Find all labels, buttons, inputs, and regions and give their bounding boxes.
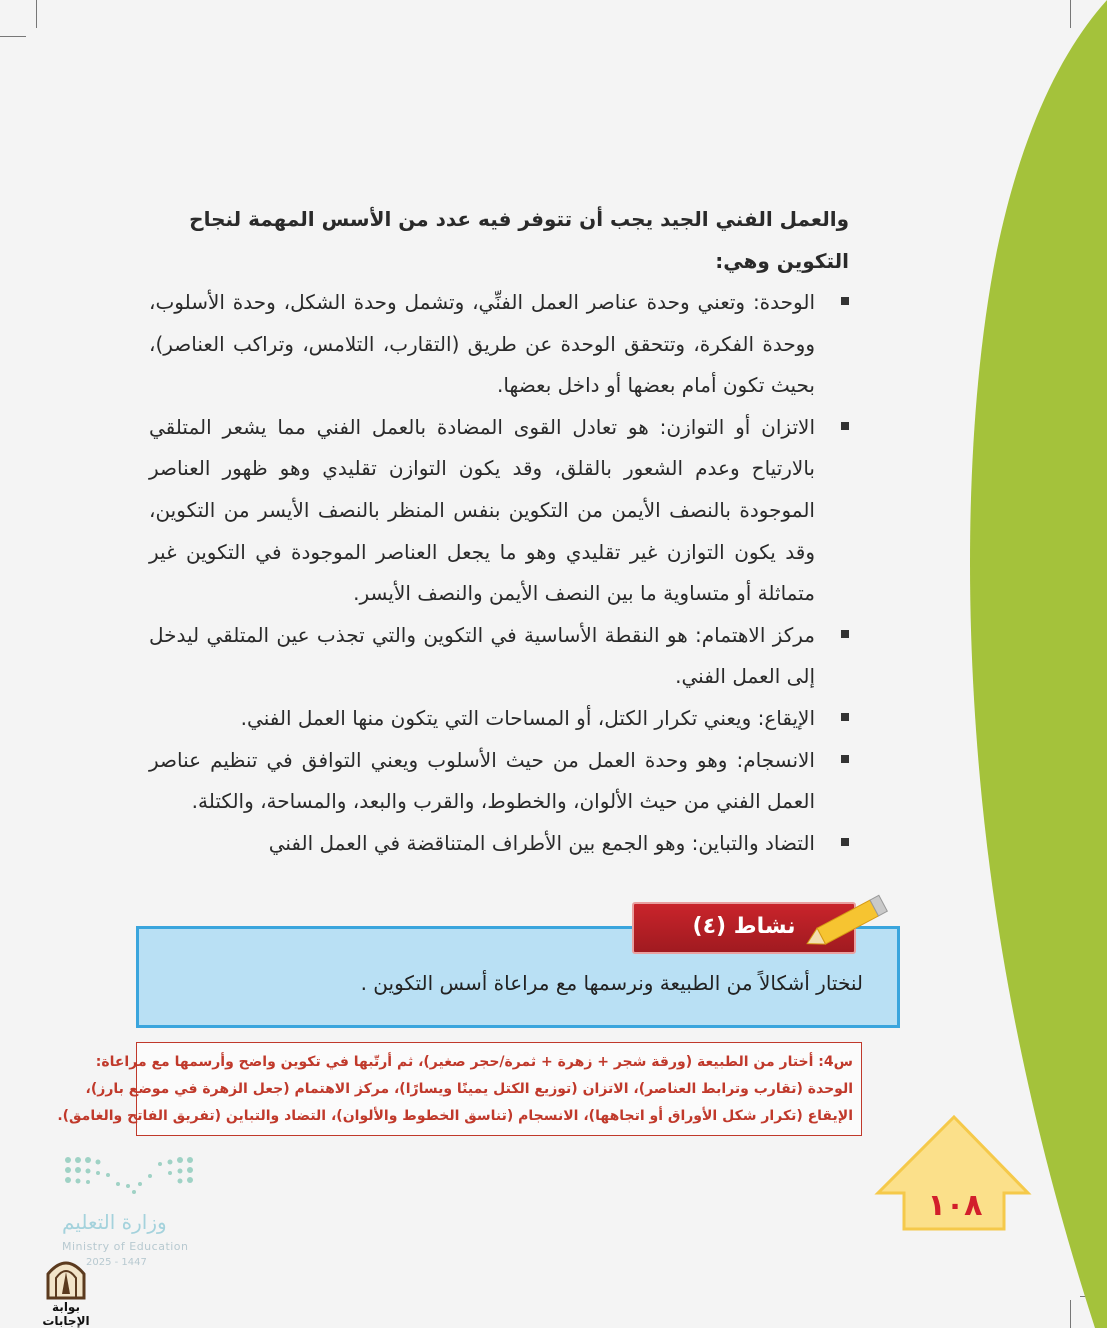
answer-line: س4: أختار من الطبيعة (ورقة شجر + زهرة + ثمرة/حجر صغير)، ثم أرتّبها في تكوين واضح وأرسمها مع مراعاة:	[95, 1054, 853, 1070]
bullet-square-icon	[841, 297, 849, 305]
ministry-name-arabic: وزارة التعليم	[62, 1210, 167, 1234]
intro-paragraph: والعمل الفني الجيد يجب أن تتوفر فيه عدد من الأسس المهمة لنجاح التكوين وهي:	[189, 207, 849, 273]
pencil-icon	[800, 892, 900, 952]
answer-line: الإيقاع (تكرار شكل الأوراق أو اتجاهها)، الانسجام (تناسق الخطوط والألوان)، التضاد والتباين (تفريق الفاتح والغامق).	[57, 1108, 853, 1124]
bullet-square-icon	[841, 422, 849, 430]
list-item: الاتزان أو التوازن: هو تعادل القوى المضادة بالعمل الفني مما يشعر المتلقي بالارتياح وعدم الشعور بالقلق، وقد يكون التوازن تقليدي وهو ظهور العناصر الموجودة بالنصف الأيمن من التكوين بنفس المنظر بالنصف الأيسر من التكوين، وقد يكون التوازن غير تقليدي وهو ما يجعل العناصر الموجودة في التكوين غير متماثلة أو متساوية ما بين النصف الأيمن والنصف الأيسر.	[149, 407, 849, 615]
main-text	[149, 198, 849, 864]
list-item: مركز الاهتمام: هو النقطة الأساسية في التكوين والتي تجذب عين المتلقي ليدخل إلى العمل الفني.	[149, 615, 849, 698]
list-item: الإيقاع: ويعني تكرار الكتل، أو المساحات التي يتكون منها العمل الفني.	[149, 698, 849, 740]
list-item: الانسجام: وهو وحدة العمل من حيث الأسلوب ويعني التوافق في تنظيم عناصر العمل الفني من حيث الألوان، والخطوط، والقرب والبعد، والمساحة، والكتلة.	[149, 740, 849, 823]
bullet-square-icon	[841, 838, 849, 846]
bullet-square-icon	[841, 755, 849, 763]
list-item: الوحدة: وتعني وحدة عناصر العمل الفنِّي، وتشمل وحدة الشكل، وحدة الأسلوب، ووحدة الفكرة، وتتحقق الوحدة عن طريق (التقارب، التلامس، وتراكب العناصر)، بحيث تكون أمام بعضها أو داخل بعضها.	[149, 282, 849, 407]
crop-mark	[0, 36, 26, 37]
site-name: بوابة الإجابات	[42, 1300, 90, 1328]
page-number: ١٠٨	[927, 1188, 983, 1223]
ministry-name-english: Ministry of Education	[62, 1240, 189, 1253]
bullet-square-icon	[841, 630, 849, 638]
activity-text: لنختار أشكالاً من الطبيعة ونرسمها مع مراعاة أسس التكوين .	[360, 971, 863, 995]
bullet-square-icon	[841, 713, 849, 721]
principles-list	[149, 282, 849, 864]
crop-mark	[36, 0, 37, 28]
list-item: التضاد والتباين: وهو الجمع بين الأطراف المتناقضة في العمل الفني	[149, 823, 849, 865]
site-logo-icon	[42, 1256, 90, 1300]
answer-box	[57, 1042, 862, 1136]
activity-title: نشاط (٤)	[632, 902, 856, 954]
answer-line: الوحدة (تقارب وترابط العناصر)، الاتزان (توزيع الكتل يمينًا ويسارًا)، مركز الاهتمام (جعل الزهرة في موضع بارز)،	[85, 1081, 853, 1097]
ministry-year: 2025 - 1447	[86, 1257, 147, 1268]
